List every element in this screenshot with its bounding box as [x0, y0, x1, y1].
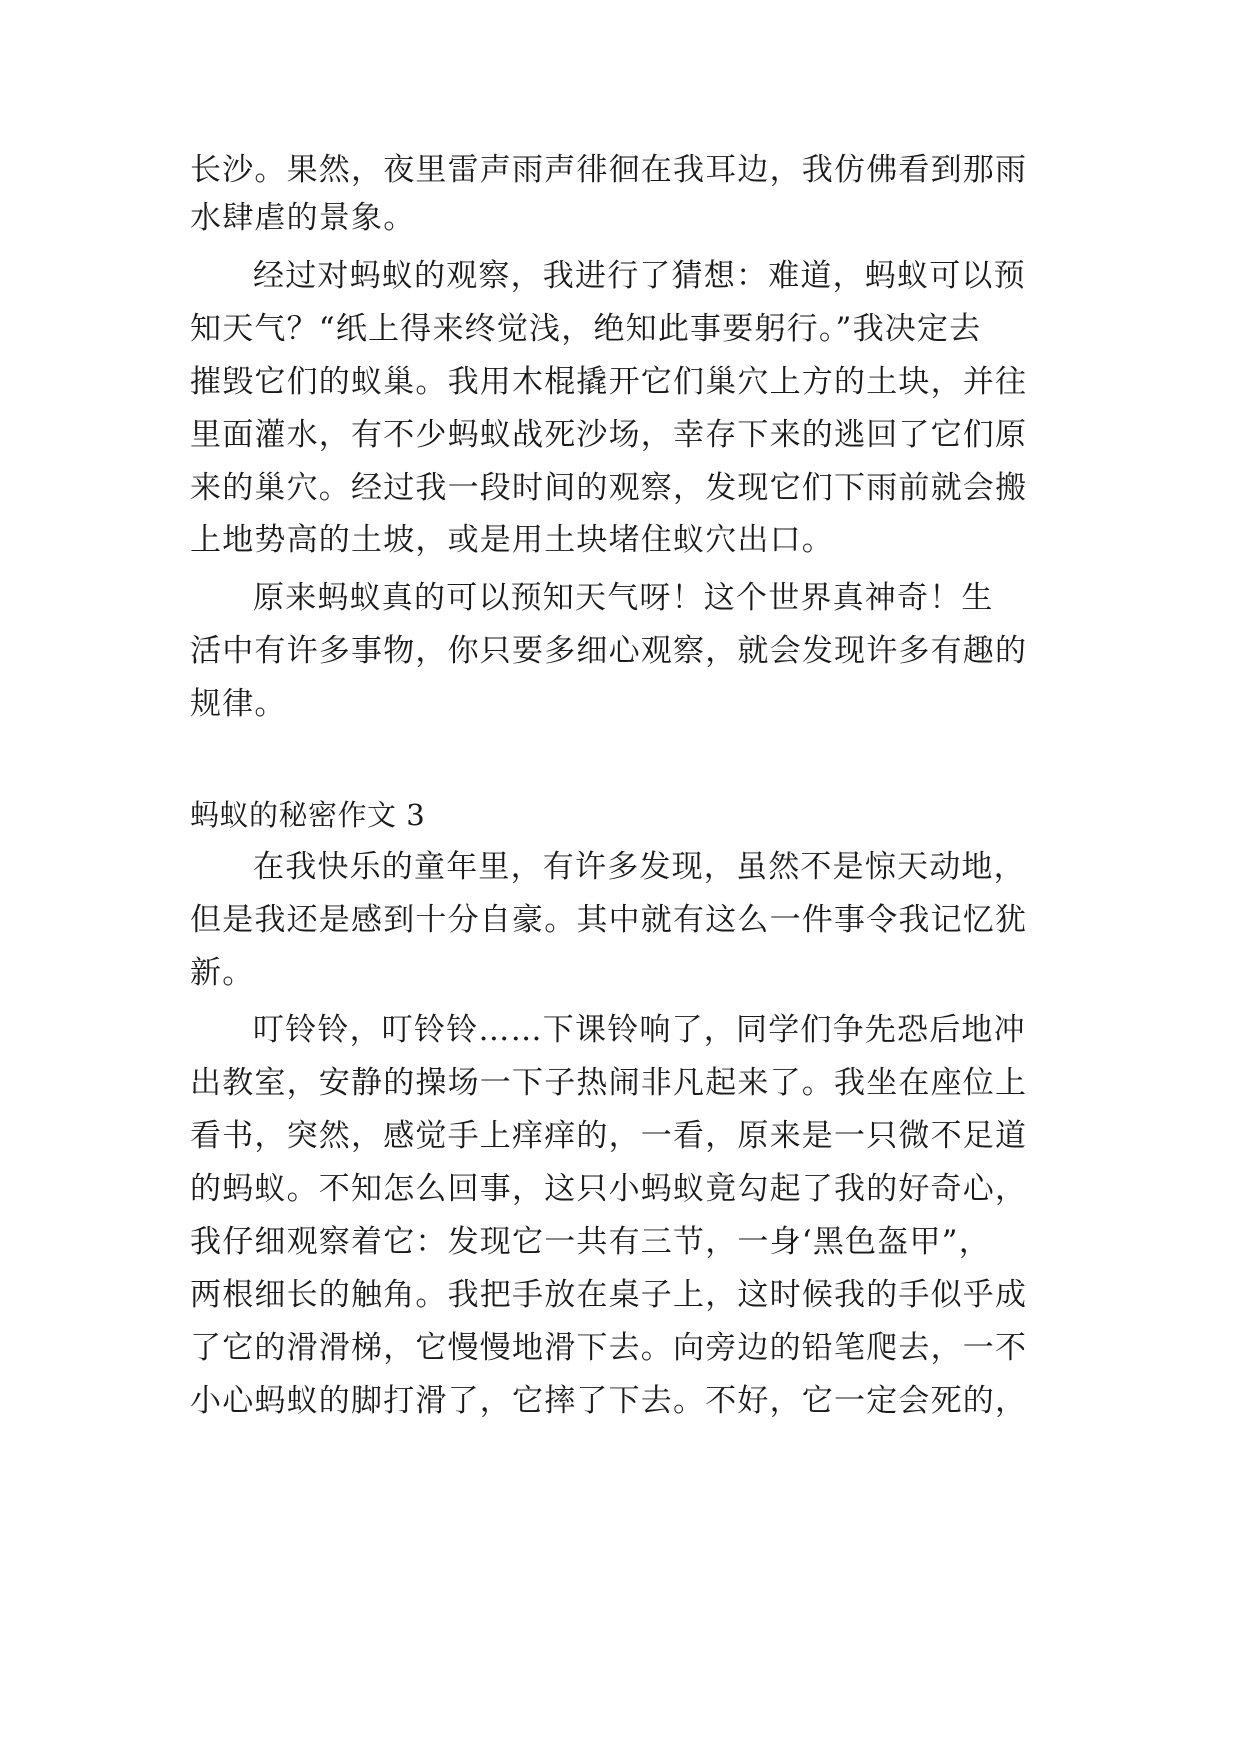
paragraph-5-line-2: 出教室，安静的操场一下子热闹非凡起来了。我坐在座位上	[190, 1065, 1028, 1101]
paragraph-1-line-1: 长沙。果然，夜里雷声雨声徘徊在我耳边，我仿佛看到那雨	[190, 152, 1028, 188]
paragraph-2-line-2: 知天气？“纸上得来终觉浅，绝知此事要躬行。”我决定去	[190, 311, 982, 347]
paragraph-5-line-6: 两根细长的触角。我把手放在桌子上，这时候我的手似乎成	[190, 1277, 1028, 1313]
paragraph-2-line-6: 上地势高的土坡，或是用土块堵住蚁穴出口。	[190, 522, 834, 558]
paragraph-3-line-2: 活中有许多事物，你只要多细心观察，就会发现许多有趣的	[190, 633, 1028, 669]
paragraph-1-line-2: 水肆虐的景象。	[190, 200, 416, 236]
paragraph-5-line-3: 看书，突然，感觉手上痒痒的，一看，原来是一只微不足道	[190, 1118, 1028, 1154]
paragraph-4-line-3: 新。	[190, 955, 255, 991]
paragraph-2-line-1: 经过对蚂蚁的观察，我进行了猜想：难道，蚂蚁可以预	[253, 258, 1026, 294]
paragraph-4-line-2: 但是我还是感到十分自豪。其中就有这么一件事令我记忆犹	[190, 902, 1028, 938]
section-title: 蚂蚁的秘密作文 3	[190, 798, 426, 832]
paragraph-5-line-7: 了它的滑滑梯，它慢慢地滑下去。向旁边的铅笔爬去，一不	[190, 1330, 1028, 1366]
paragraph-3-line-3: 规律。	[190, 686, 287, 722]
paragraph-5-line-8: 小心蚂蚁的脚打滑了，它摔了下去。不好，它一定会死的，	[190, 1383, 1028, 1419]
paragraph-5-line-4: 的蚂蚁。不知怎么回事，这只小蚂蚁竟勾起了我的好奇心，	[190, 1171, 1028, 1207]
paragraph-5-line-1: 叮铃铃，叮铃铃……下课铃响了，同学们争先恐后地冲	[253, 1012, 1026, 1048]
paragraph-2-line-4: 里面灌水，有不少蚂蚁战死沙场，幸存下来的逃回了它们原	[190, 417, 1028, 453]
paragraph-4-line-1: 在我快乐的童年里，有许多发现，虽然不是惊天动地，	[253, 849, 1026, 885]
paragraph-2-line-3: 摧毁它们的蚁巢。我用木棍撬开它们巢穴上方的土块，并往	[190, 364, 1028, 400]
paragraph-3-line-1: 原来蚂蚁真的可以预知天气呀！这个世界真神奇！生	[253, 580, 994, 616]
paragraph-2-line-5: 来的巢穴。经过我一段时间的观察，发现它们下雨前就会搬	[190, 470, 1028, 506]
paragraph-5-line-5: 我仔细观察着它：发现它一共有三节，一身‘黑色盔甲”，	[190, 1224, 991, 1260]
